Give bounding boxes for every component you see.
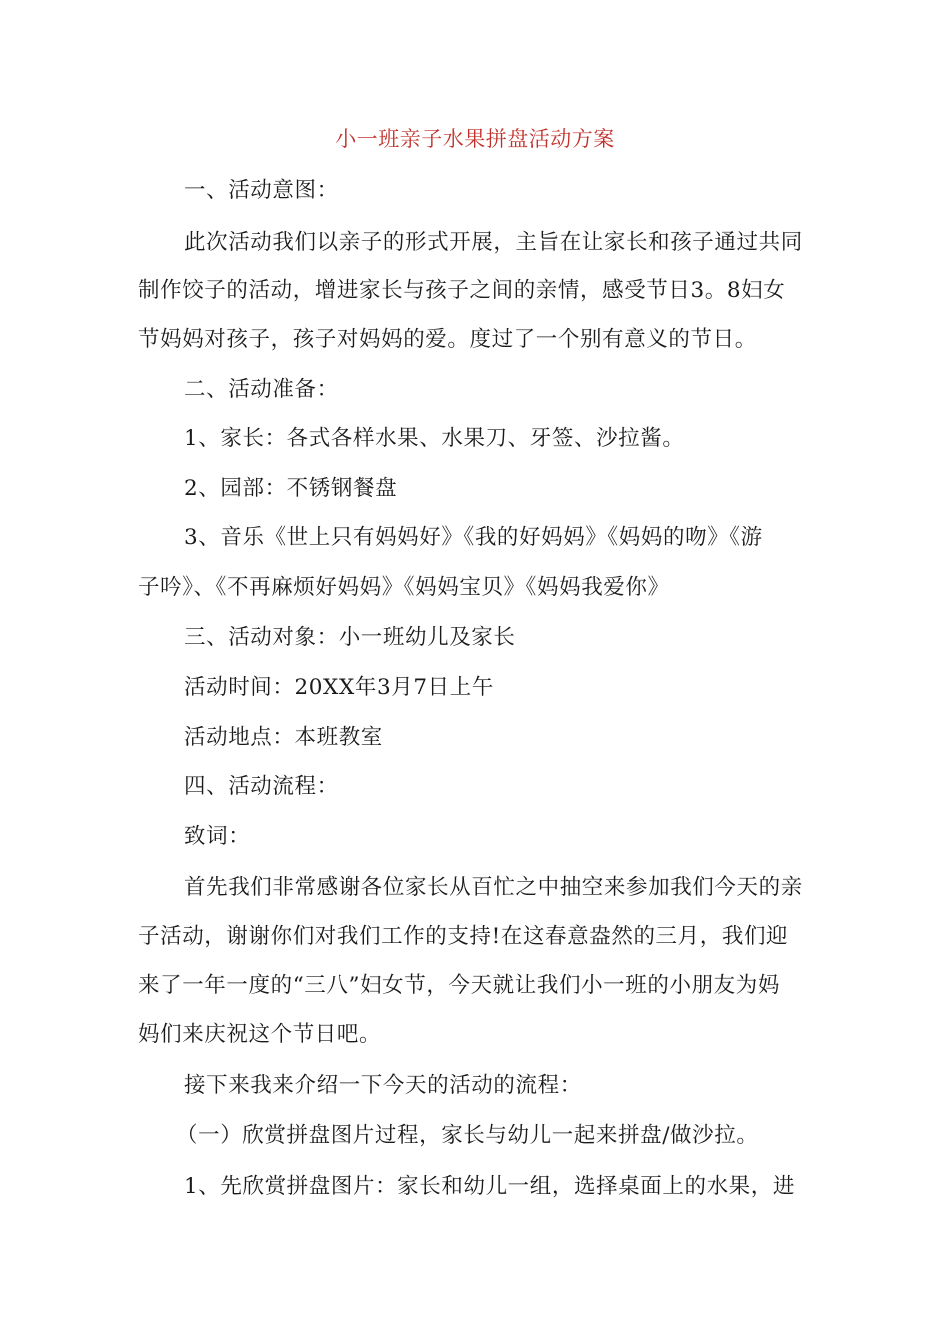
section-heading-audience: 三、活动对象：小一班幼儿及家长 <box>184 625 516 650</box>
activity-location: 活动地点：本班教室 <box>184 725 383 750</box>
paragraph-line: 妈们来庆祝这个节日吧。 <box>138 1022 382 1047</box>
paragraph-line: 此次活动我们以亲子的形式开展，主旨在让家长和孩子通过共同 <box>184 230 803 255</box>
paragraph-line: 首先我们非常感谢各位家长从百忙之中抽空来参加我们今天的亲 <box>184 875 803 900</box>
paragraph-line: 子活动，谢谢你们对我们工作的支持!在这春意盎然的三月，我们迎 <box>138 924 789 949</box>
paragraph-line: 接下来我来介绍一下今天的活动的流程： <box>184 1073 582 1098</box>
paragraph-line: 节妈妈对孩子，孩子对妈妈的爱。度过了一个别有意义的节日。 <box>138 327 757 352</box>
section-heading-process: 四、活动流程： <box>184 774 339 799</box>
list-item: 1、先欣赏拼盘图片：家长和幼儿一组，选择桌面上的水果，进 <box>184 1174 795 1199</box>
section-heading-preparation: 二、活动准备： <box>184 377 339 402</box>
list-item: 3、音乐《世上只有妈妈好》《我的好妈妈》《妈妈的吻》《游 <box>184 525 763 550</box>
section-heading-intent: 一、活动意图： <box>184 178 339 203</box>
paragraph-line: 制作饺子的活动，增进家长与孩子之间的亲情，感受节日3。8妇女 <box>138 278 786 303</box>
paragraph-line: 来了一年一度的“三八”妇女节，今天就让我们小一班的小朋友为妈 <box>138 973 780 998</box>
step-heading: （一）欣赏拼盘图片过程，家长与幼儿一起来拼盘/做沙拉。 <box>176 1123 759 1148</box>
list-item: 1、家长：各式各样水果、水果刀、牙签、沙拉酱。 <box>184 426 685 451</box>
speech-heading: 致词： <box>184 824 251 849</box>
paragraph-line: 子吟》、《不再麻烦好妈妈》《妈妈宝贝》《妈妈我爱你》 <box>138 575 670 600</box>
doc-title: 小一班亲子水果拼盘活动方案 <box>335 127 615 151</box>
list-item: 2、园部：不锈钢餐盘 <box>184 476 398 501</box>
activity-time: 活动时间：20XX年3月7日上午 <box>184 675 494 700</box>
